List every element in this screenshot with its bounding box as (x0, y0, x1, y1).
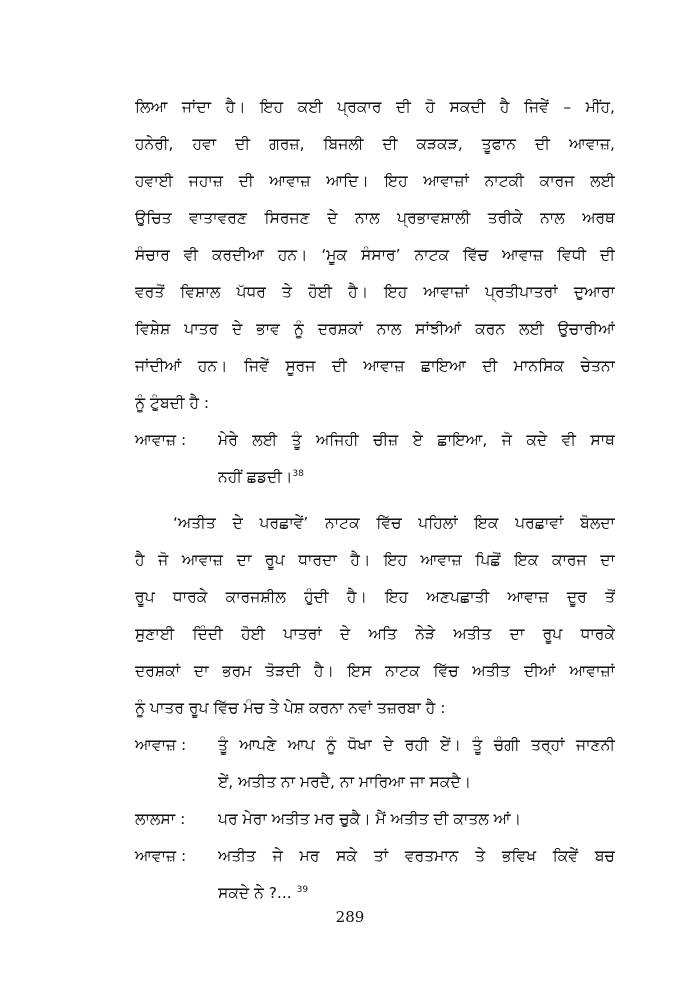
paragraph-line: ਉਚਿਤ ਵਾਤਾਵਰਣ ਸਿਰਜਣ ਦੇ ਨਾਲ ਪ੍ਰਭਾਵਸ਼ਾਲੀ ਤਰੀਕੇ ਨਾਲ ਅਰਥ (135, 209, 615, 227)
page-number: 289 (335, 908, 365, 926)
dialogue-text: ਸਕਦੇ ਨੇ ?... (218, 884, 292, 902)
dialogue-line: ਪਰ ਮੇਰਾ ਅਤੀਤ ਮਰ ਚੁਕੈ। ਮੈਂ ਅਤੀਤ ਦੀ ਕਾਤਲ ਆਂ। (218, 810, 522, 828)
paragraph-line: ਹੈ ਜੋ ਆਵਾਜ਼ ਦਾ ਰੂਪ ਧਾਰਦਾ ਹੈ। ਇਹ ਆਵਾਜ਼ ਪਿਛੋਂ ਇਕ ਕਾਰਜ ਦਾ (135, 551, 615, 569)
paragraph-line: ਹਨੇਰੀ, ਹਵਾ ਦੀ ਗਰਜ਼, ਬਿਜਲੀ ਦੀ ਕੜਕੜ, ਤੂਫਾਨ ਦੀ ਆਵਾਜ਼, (135, 135, 615, 153)
speaker-label: ਲਾਲਸਾ : (135, 810, 186, 828)
paragraph-line: ਨੂੰ ਪਾਤਰ ਰੂਪ ਵਿੱਚ ਮੰਚ ਤੇ ਪੇਸ਼ ਕਰਨਾ ਨਵਾਂ ਤਜ਼ਰਬਾ ਹੈ : (135, 699, 446, 717)
dialogue-line: ਏਂ, ਅਤੀਤ ਨਾ ਮਰਦੈ, ਨਾ ਮਾਰਿਆ ਜਾ ਸਕਦੈ। (218, 773, 472, 791)
paragraph-line: ਹਵਾਈ ਜਹਾਜ਼ ਦੀ ਆਵਾਜ਼ ਆਦਿ। ਇਹ ਆਵਾਜ਼ਾਂ ਨਾਟਕੀ ਕਾਰਜ ਲਈ (135, 172, 615, 190)
dialogue-line: ਮੇਰੇ ਲਈ ਤੂੰ ਅਜਿਹੀ ਚੀਜ਼ ਏ ਛਾਇਆ, ਜੋ ਕਦੇ ਵੀ ਸਾਥ (218, 431, 615, 449)
paragraph-line: ਵਰਤੋਂ ਵਿਸ਼ਾਲ ਪੱਧਰ ਤੇ ਹੋਈ ਹੈ। ਇਹ ਆਵਾਜ਼ਾਂ ਪ੍ਰਤੀਪਾਤਰਾਂ ਦੁਆਰਾ (135, 283, 615, 301)
footnote-marker: 38 (292, 468, 304, 479)
dialogue-line: ਅਤੀਤ ਜੇ ਮਰ ਸਕੇ ਤਾਂ ਵਰਤਮਾਨ ਤੇ ਭਵਿਖ ਕਿਵੇਂ ਬਚ (218, 847, 615, 865)
dialogue-line (218, 883, 615, 903)
paragraph-line: ਸੰਚਾਰ ਵੀ ਕਰਦੀਆ ਹਨ। ‘ਮੂਕ ਸੰਸਾਰ’ ਨਾਟਕ ਵਿੱਚ ਆਵਾਜ਼ ਵਿਧੀ ਦੀ (135, 246, 615, 264)
dialogue-line (218, 467, 615, 487)
speaker-label: ਆਵਾਜ਼ : (135, 431, 187, 449)
paragraph-line: ਦਰਸ਼ਕਾਂ ਦਾ ਭਰਮ ਤੋੜਦੀ ਹੈ। ਇਸ ਨਾਟਕ ਵਿੱਚ ਅਤੀਤ ਦੀਆਂ ਆਵਾਜ਼ਾਂ (135, 662, 615, 680)
paragraph-line: ਨੂੰ ਟੁੰਬਦੀ ਹੈ : (135, 394, 210, 412)
speaker-label: ਆਵਾਜ਼ : (135, 847, 187, 865)
speaker-label: ਆਵਾਜ਼ : (135, 736, 187, 754)
paragraph-line: ਵਿਸ਼ੇਸ਼ ਪਾਤਰ ਦੇ ਭਾਵ ਨੂੰ ਦਰਸ਼ਕਾਂ ਨਾਲ ਸਾਂਝੀਆਂ ਕਰਨ ਲਈ ਉਚਾਰੀਆਂ (135, 320, 615, 338)
paragraph-line: ‘ਅਤੀਤ ਦੇ ਪਰਛਾਵੇਂ’ ਨਾਟਕ ਵਿੱਚ ਪਹਿਲਾਂ ਇਕ ਪਰਛਾਵਾਂ ਬੋਲਦਾ (173, 514, 615, 532)
paragraph-line: ਰੂਪ ਧਾਰਕੇ ਕਾਰਜਸ਼ੀਲ ਹੁੰਦੀ ਹੈ। ਇਹ ਅਣਪਛਾਤੀ ਆਵਾਜ਼ ਦੂਰ ਤੋਂ (135, 588, 615, 606)
dialogue-text: ਨਹੀਂ ਛਡਦੀ। (218, 468, 293, 486)
dialogue-line: ਤੂੰ ਆਪਣੇ ਆਪ ਨੂੰ ਧੋਖਾ ਦੇ ਰਹੀ ਏਂ। ਤੂੰ ਚੰਗੀ ਤਰ੍ਹਾਂ ਜਾਣਨੀ (218, 736, 615, 754)
footnote-marker: 39 (296, 884, 309, 895)
paragraph-line: ਜਾਂਦੀਆਂ ਹਨ। ਜਿਵੇਂ ਸੂਰਜ ਦੀ ਆਵਾਜ਼ ਛਾਇਆ ਦੀ ਮਾਨਸਿਕ ਚੇਤਨਾ (135, 357, 615, 375)
paragraph-line: ਲਿਆ ਜਾਂਦਾ ਹੈ। ਇਹ ਕਈ ਪ੍ਰਕਾਰ ਦੀ ਹੋ ਸਕਦੀ ਹੈ ਜਿਵੇਂ – ਮੀਂਹ, (135, 98, 615, 116)
paragraph-line: ਸੁਣਾਈ ਦਿੰਦੀ ਹੋਈ ਪਾਤਰਾਂ ਦੇ ਅਤਿ ਨੇੜੇ ਅਤੀਤ ਦਾ ਰੂਪ ਧਾਰਕੇ (135, 625, 615, 643)
